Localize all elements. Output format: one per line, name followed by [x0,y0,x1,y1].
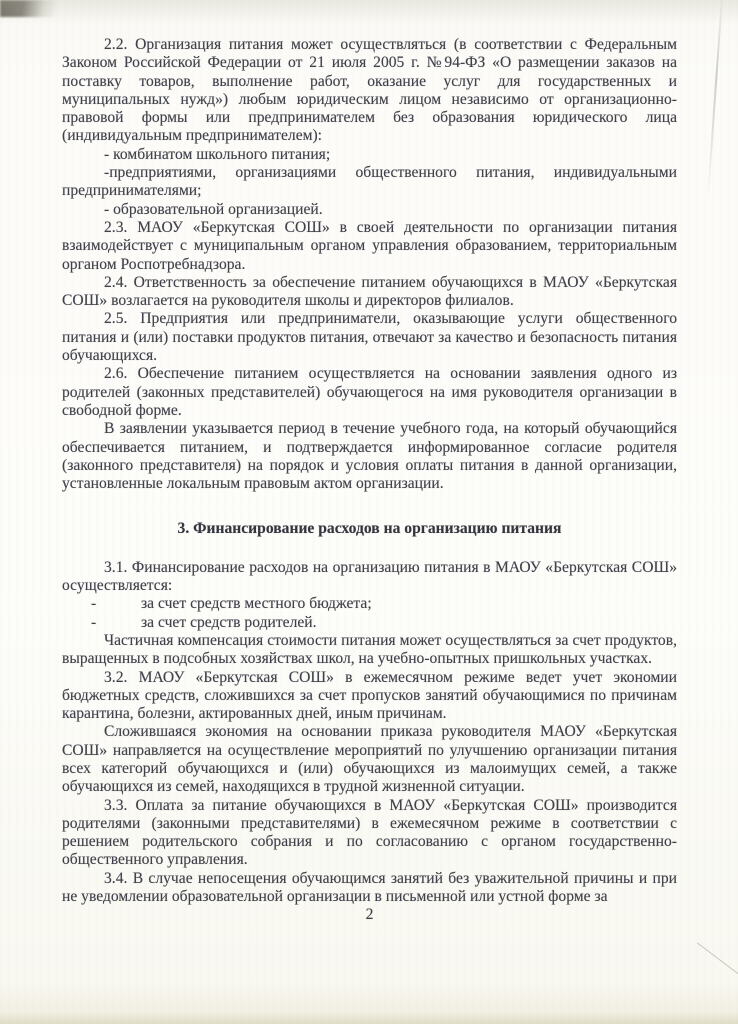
paragraph-2-6: 2.6. Обеспечение питанием осуществляется на основании заявления одного из родителей (законных представителей) обучающегося на имя руководителя организации в свободной форме. [62,365,677,419]
scan-crease-right-edge [707,0,723,202]
scan-crease-bottom-right [697,942,738,974]
dash-marker: - [91,613,97,631]
paragraph-2-3: 2.3. МАОУ «Беркутская СОШ» в своей деятельности по организации питания взаимодействует с муниципальным органом управления образованием, территориальным органом Роспотребнадзора. [62,218,677,273]
funding-source-text: за счет средств местного бюджета; [141,595,372,613]
paragraph-2-5: 2.5. Предприятия или предприниматели, оказывающие услуги общественного питания и (или) поставки продуктов питания, отвечают за качество и безопасность питания обучающихся. [62,310,677,365]
funding-source-parents [62,614,677,632]
paragraph-savings-use: Сложившаяся экономия на основании приказа руководителя МАОУ «Беркутская СОШ» направляется на осуществление мероприятий по улучшению организации питания всех категорий обучающихся и (или) обучающихся из малоимущих семей, а также обучающихся из семей, находящихся в трудной жизненной ситуации. [62,723,677,796]
page-number: 2 [365,906,374,924]
paragraph-2-4: 2.4. Ответственность за обеспечение питанием обучающихся в МАОУ «Беркутская СОШ» возлагается на руководителя школы и директоров филиалов. [62,273,677,310]
paragraph-2-2: 2.2. Организация питания может осуществляться (в соответствии с Федеральным Законом Российской Федерации от 21 июля 2005 г. №94-ФЗ «О размещении заказов на поставку товаров, выполнение работ, оказание услуг для государственных и муниципальных нужд») любым юридическим лицом независимо от организационно-правовой формы или предпринимателем без образования юридического лица (индивидуальным предпринимателем): [62,36,677,145]
list-item-educational-organization: - образовательной организацией. [104,200,323,218]
paragraph-3-3: 3.3. Оплата за питание обучающихся в МАОУ «Беркутская СОШ» производится родителями (законными представителями) в ежемесячном режиме в соответствии с решением родительского собрания и по согласованию с органом государственно-общественного управления. [62,796,677,869]
list-item-catering-enterprises: -предприятиями, организациями общественного питания, индивидуальными предпринимателями; [62,164,677,200]
document-body [62,36,677,925]
paragraph-application-details: В заявлении указывается период в течение учебного года, на который обучающийся обеспечивается питанием, и подтверждается информированное согласие родителя (законного представителя) на порядок и условия оплаты питания в данной организации, установленные локальным правовым актом организации. [62,420,677,493]
funding-source-text: за счет средств родителей. [141,613,317,631]
scan-shadow-bottom-edge [0,1012,738,1024]
scan-shadow-top-edge [0,0,738,24]
paragraph-3-2: 3.2. МАОУ «Беркутская СОШ» в ежемесячном режиме ведет учет экономии бюджетных средств, сложившихся за счет пропусков занятий обучающимися по причинам карантина, болезни, актированных дней, иным причинам. [62,668,677,723]
dash-marker: - [91,595,97,613]
list-item-school-catering-plant: - комбинатом школьного питания; [104,145,331,163]
paragraph-3-4: 3.4. В случае непосещения обучающимся занятий без уважительной причины и при не уведомлении образовательной организации в письменной или устной форме за [62,869,677,906]
paragraph-3-1: 3.1. Финансирование расходов на организацию питания в МАОУ «Беркутская СОШ» осуществляется: [62,558,677,595]
paragraph-partial-compensation: Частичная компенсация стоимости питания может осуществляться за счет продуктов, выращенных в подсобных хозяйствах школ, на учебно-опытных пришкольных участках. [62,631,677,668]
funding-source-local-budget [62,595,677,613]
section-3-heading: 3. Финансирование расходов на организацию питания [177,520,562,538]
